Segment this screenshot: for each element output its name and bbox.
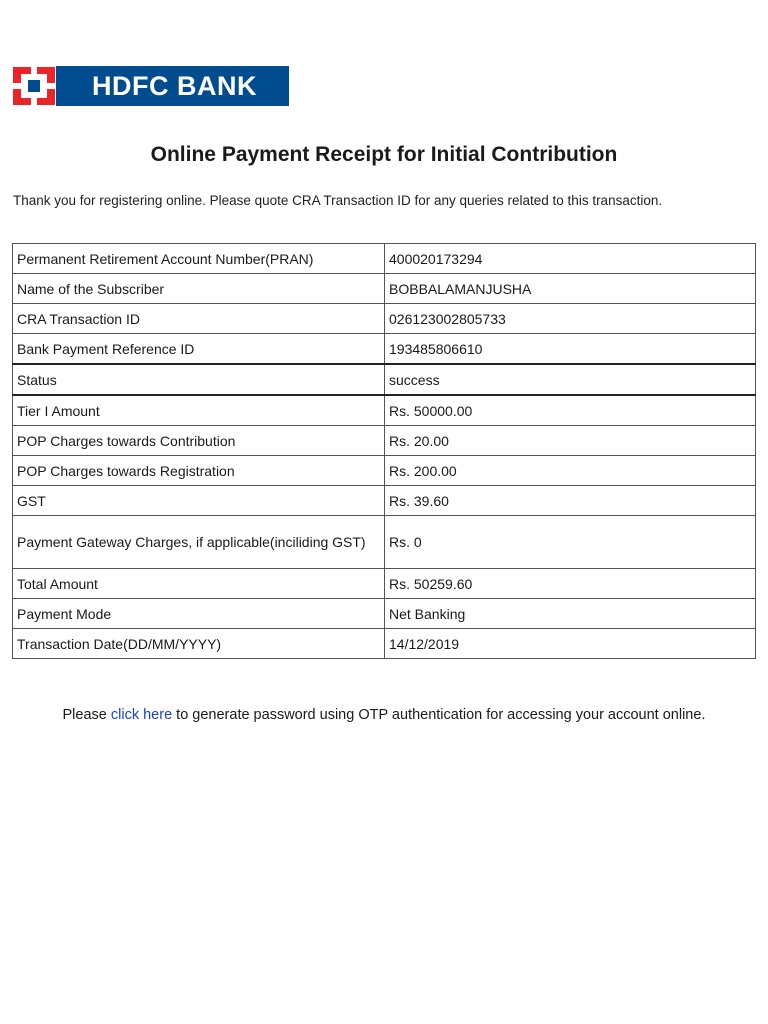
row-label: Total Amount bbox=[13, 569, 385, 599]
click-here-link[interactable]: click here bbox=[110, 707, 173, 723]
row-value: success bbox=[385, 364, 756, 395]
row-value: Rs. 39.60 bbox=[385, 486, 756, 516]
table-row bbox=[13, 599, 756, 629]
table-row bbox=[13, 426, 756, 456]
row-value: 14/12/2019 bbox=[385, 629, 756, 659]
row-value: Rs. 0 bbox=[385, 516, 756, 569]
table-row bbox=[13, 486, 756, 516]
row-label: Name of the Subscriber bbox=[13, 274, 385, 304]
table-row bbox=[13, 629, 756, 659]
table-row bbox=[13, 364, 756, 395]
intro-text: Thank you for registering online. Please quote CRA Transaction ID for any queries related to this transaction. bbox=[13, 193, 663, 208]
row-label: Payment Gateway Charges, if applicable(inciliding GST) bbox=[13, 516, 385, 569]
row-label: POP Charges towards Contribution bbox=[13, 426, 385, 456]
table-row bbox=[13, 395, 756, 426]
row-value: 026123002805733 bbox=[385, 304, 756, 334]
row-value: 400020173294 bbox=[385, 244, 756, 274]
row-label: POP Charges towards Registration bbox=[13, 456, 385, 486]
table-row bbox=[13, 456, 756, 486]
footer-text-after: to generate password using OTP authentication for accessing your account online. bbox=[172, 707, 706, 723]
row-label: Transaction Date(DD/MM/YYYY) bbox=[13, 629, 385, 659]
hdfc-logo-icon bbox=[12, 66, 56, 106]
table-row bbox=[13, 274, 756, 304]
row-value: Rs. 50000.00 bbox=[385, 395, 756, 426]
row-value: Net Banking bbox=[385, 599, 756, 629]
row-label: Payment Mode bbox=[13, 599, 385, 629]
row-value: 193485806610 bbox=[385, 334, 756, 365]
hdfc-bank-logo bbox=[12, 66, 289, 106]
row-value: Rs. 20.00 bbox=[385, 426, 756, 456]
row-value: Rs. 50259.60 bbox=[385, 569, 756, 599]
row-value: BOBBALAMANJUSHA bbox=[385, 274, 756, 304]
table-row bbox=[13, 304, 756, 334]
table-row bbox=[13, 244, 756, 274]
table-row bbox=[13, 334, 756, 365]
row-label: Bank Payment Reference ID bbox=[13, 334, 385, 365]
row-label: Tier I Amount bbox=[13, 395, 385, 426]
footer-note bbox=[20, 702, 748, 728]
table-row bbox=[13, 516, 756, 569]
receipt-table bbox=[12, 243, 756, 659]
bank-name: HDFC BANK bbox=[92, 70, 257, 101]
row-label: GST bbox=[13, 486, 385, 516]
row-label: Status bbox=[13, 364, 385, 395]
page-title: Online Payment Receipt for Initial Contribution bbox=[150, 143, 618, 166]
row-value: Rs. 200.00 bbox=[385, 456, 756, 486]
row-label: CRA Transaction ID bbox=[13, 304, 385, 334]
row-label: Permanent Retirement Account Number(PRAN) bbox=[13, 244, 385, 274]
logo-band bbox=[56, 66, 289, 106]
table-row bbox=[13, 569, 756, 599]
footer-text-before: Please bbox=[62, 707, 111, 723]
